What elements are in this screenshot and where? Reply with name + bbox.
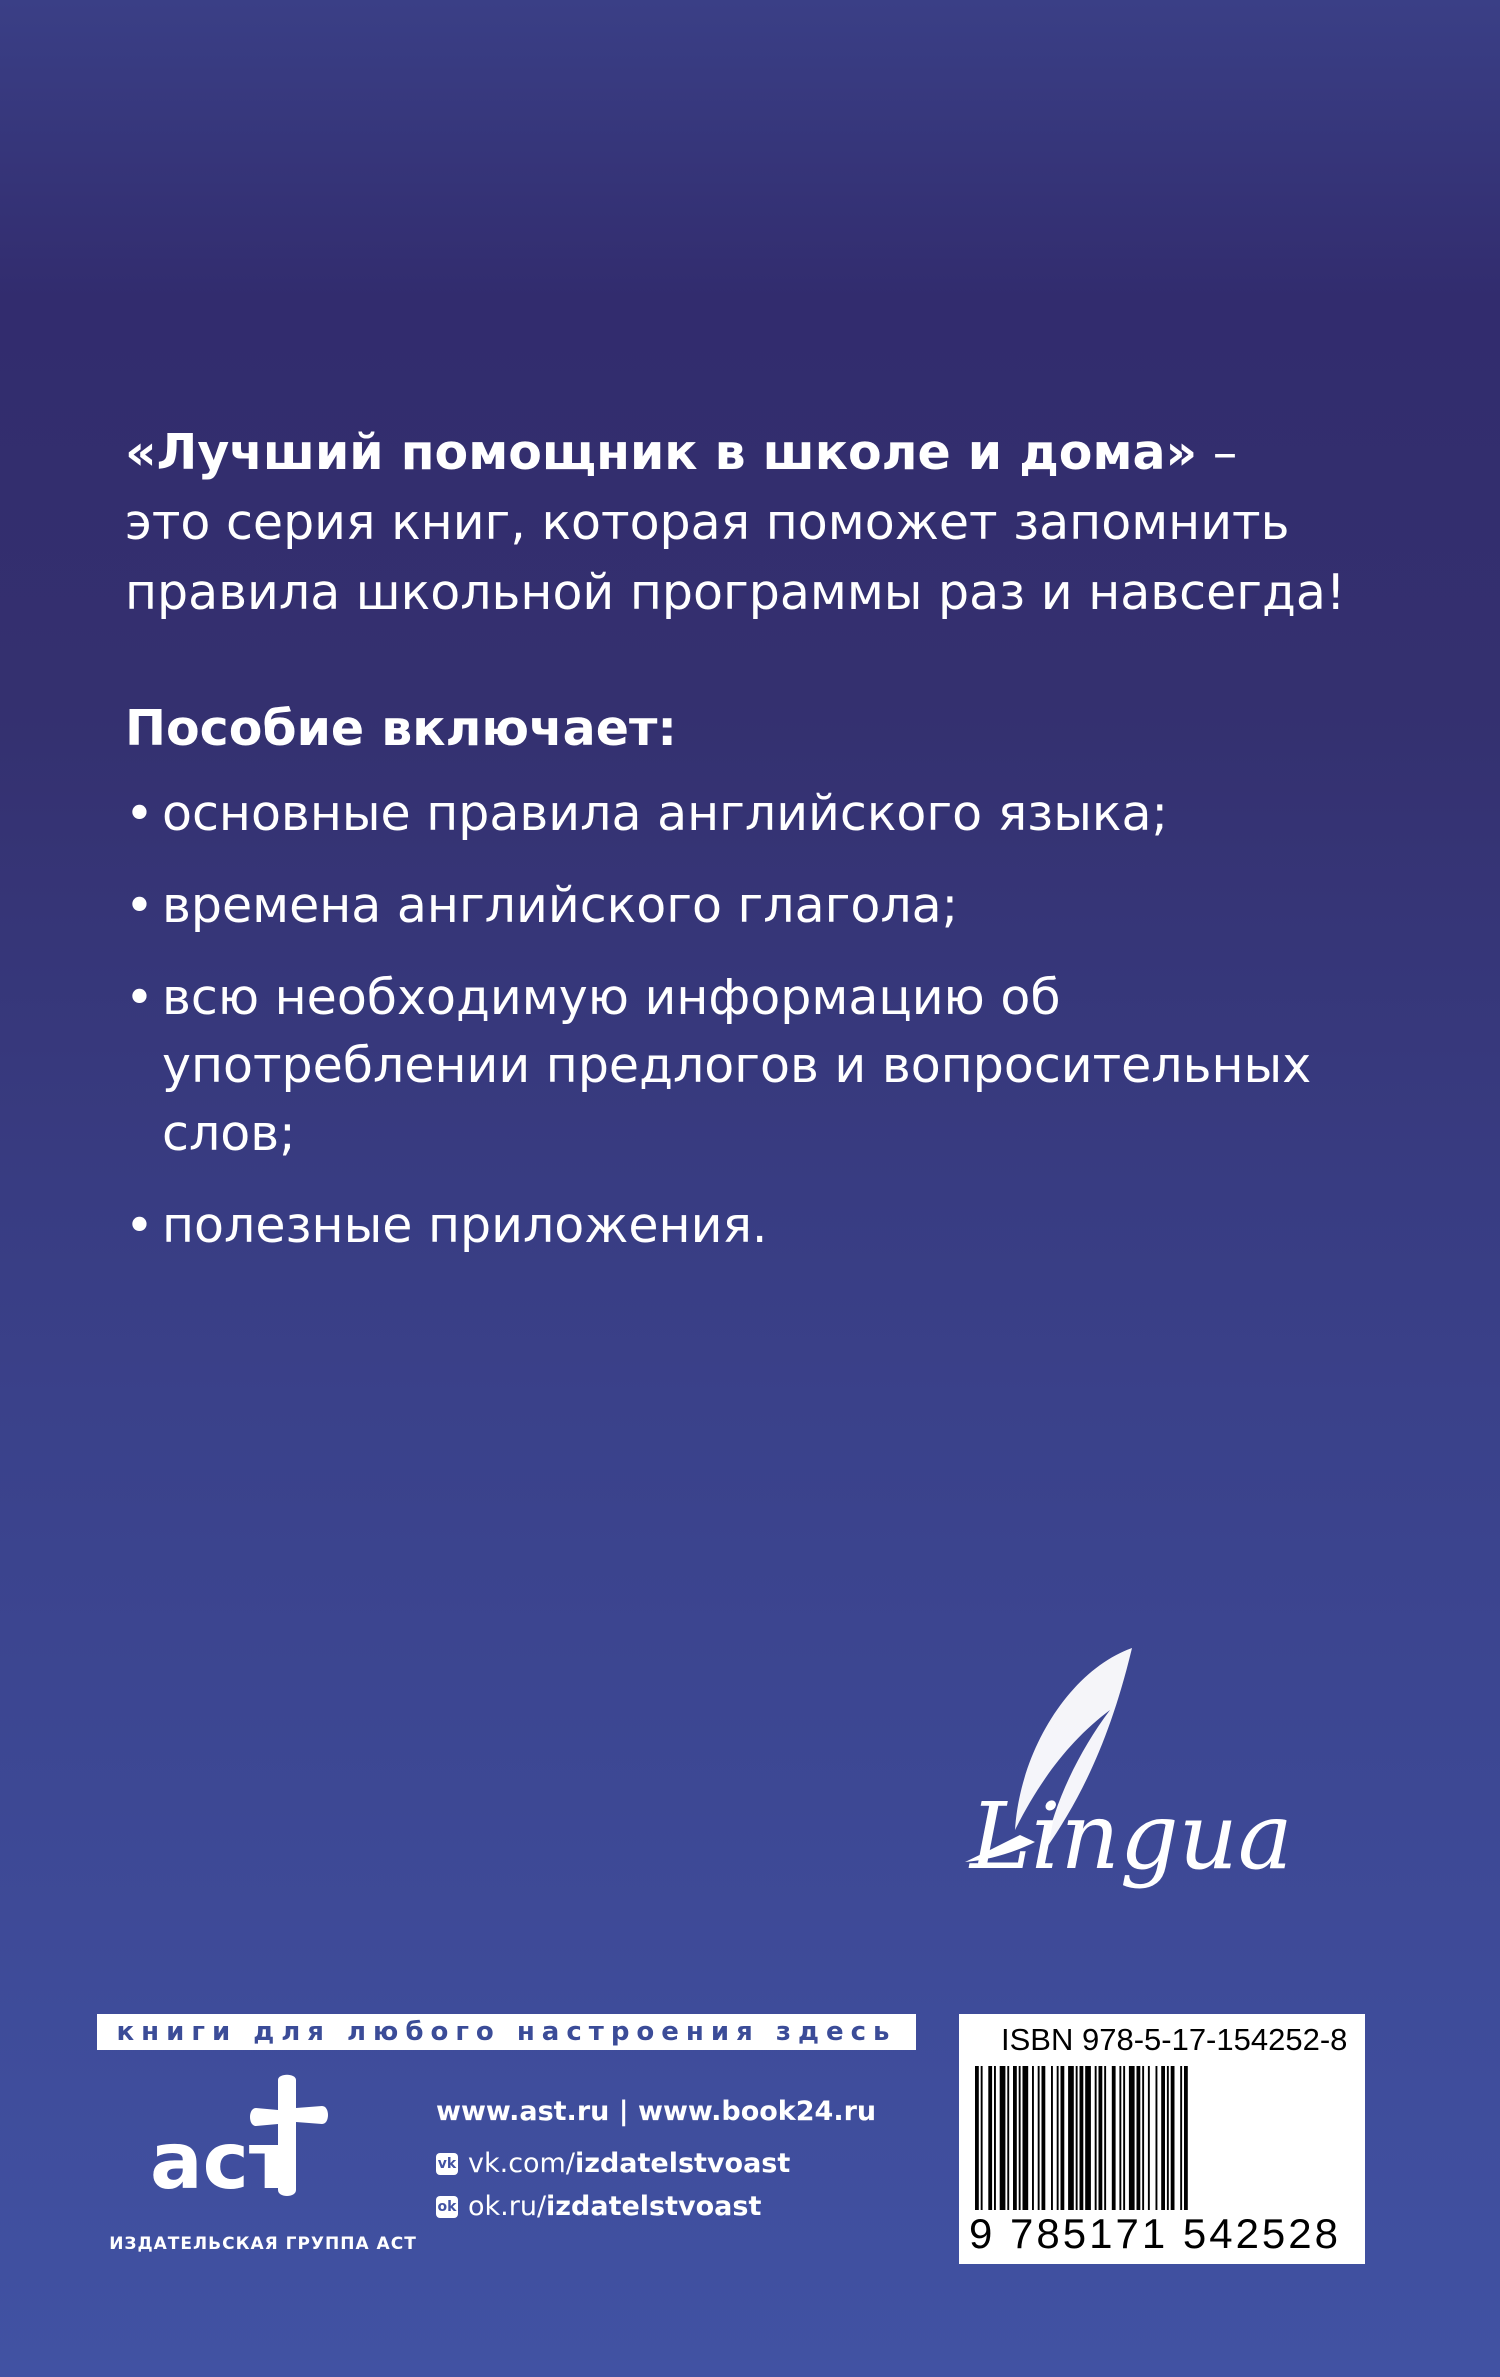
list-item: • основные правила английского языка; <box>125 780 1375 848</box>
ok-icon: ok <box>436 2196 458 2218</box>
intro-line-2: это серия книг, которая поможет запомнить <box>125 494 1290 551</box>
slogan-bar: книги для любого настроения здесь <box>97 2014 916 2050</box>
lingua-wordmark: Lingua <box>970 1783 1293 1890</box>
intro-paragraph <box>125 418 1425 628</box>
ast-logo <box>150 2070 360 2220</box>
ok-link[interactable] <box>436 2185 790 2228</box>
ast-logo-text: аст <box>150 2117 295 2207</box>
vk-handle: izdatelstvoast <box>574 2148 791 2179</box>
list-item: • полезные приложения. <box>125 1192 1375 1260</box>
intro-dash: – <box>1197 424 1238 481</box>
series-title: «Лучший помощник в школе и дома» <box>125 424 1198 481</box>
lingua-logo <box>960 1630 1350 1910</box>
social-links <box>436 2142 790 2228</box>
isbn-number: ISBN 978-5-17-154252-8 <box>1001 2022 1348 2057</box>
website-links[interactable]: www.ast.ru | www.book24.ru <box>436 2096 877 2127</box>
vk-link[interactable] <box>436 2142 790 2185</box>
ok-handle: izdatelstvoast <box>546 2191 762 2222</box>
contents-list <box>125 780 1375 1284</box>
isbn-barcode <box>959 2014 1365 2264</box>
contents-heading: Пособие включает: <box>125 700 677 757</box>
ok-prefix: ok.ru/ <box>468 2191 547 2222</box>
list-item: • времена английского глагола; <box>125 872 1375 940</box>
vk-icon: vk <box>436 2153 458 2175</box>
intro-line-3: правила школьной программы раз и навсегда! <box>125 564 1346 621</box>
publisher-caption: ИЗДАТЕЛЬСКАЯ ГРУППА АСТ <box>109 2234 417 2254</box>
barcode-digits: 9 785171 542528 <box>969 2210 1341 2257</box>
vk-prefix: vk.com/ <box>468 2148 575 2179</box>
list-item: • всю необходимую информацию об употреблении предлогов и вопросительных слов; <box>125 964 1375 1168</box>
